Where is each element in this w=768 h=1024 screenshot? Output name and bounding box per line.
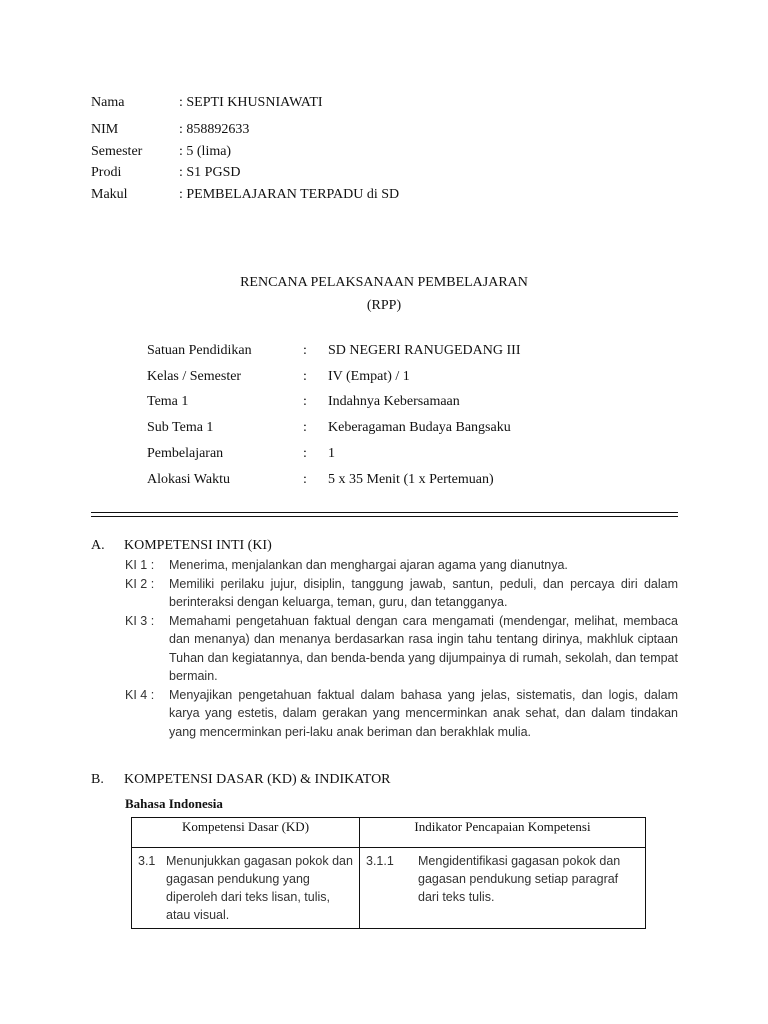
identity-row (147, 415, 520, 441)
identity-colon: : (303, 394, 307, 410)
identity-row (147, 338, 520, 364)
table-header-cell: Indikator Pencapaian Kompetensi (360, 818, 646, 848)
table-header-row (132, 818, 646, 848)
identity-colon: : (303, 420, 307, 436)
identity-label: Kelas / Semester (147, 368, 242, 384)
info-label: Prodi (91, 165, 122, 181)
ki-code: KI 1 : (125, 558, 155, 572)
identity-value: SD NEGERI RANUGEDANG III (328, 342, 521, 358)
section-letter: B. (91, 772, 104, 787)
info-row-nim (91, 120, 399, 142)
info-label: NIM (91, 122, 119, 138)
info-value: : SEPTI KHUSNIAWATI (179, 94, 323, 110)
student-info (91, 92, 399, 206)
info-label: Makul (91, 186, 128, 202)
ki-list (125, 556, 678, 741)
divider-line (91, 512, 678, 513)
identity-value: Keberagaman Budaya Bangsaku (328, 420, 511, 436)
identity-value: Indahnya Kebersamaan (328, 394, 460, 410)
ki-text: Menerima, menjalankan dan menghargai ajaran agama yang dianutnya. (169, 558, 568, 572)
ki-text: Memahami pengetahuan faktual dengan cara mengamati (mendengar, melihat, membaca dan menanya) dan menanya berdasarkan rasa ingin tahu tentang dirinya, makhluk ciptaan Tuhan dan kegiatannya, dan benda-benda yang dijumpainya di rumah, sekolah, dan tempat bermain. (169, 613, 678, 683)
ki-code: KI 2 : (125, 576, 155, 591)
table-header-cell: Kompetensi Dasar (KD) (132, 818, 360, 848)
indicator-cell (360, 848, 646, 929)
kd-text: Menunjukkan gagasan pokok dan gagasan pendukung yang diperoleh dari teks lisan, tulis, atau visual. (166, 854, 353, 922)
info-row-makul (91, 184, 399, 206)
info-label: Semester (91, 143, 143, 159)
divider-line (91, 516, 678, 517)
section-a-heading (91, 538, 272, 554)
identity-row (147, 364, 520, 390)
identity-label: Satuan Pendidikan (147, 342, 252, 358)
ki-code: KI 3 : (125, 613, 155, 628)
indicator-number: 3.1.1 (366, 854, 394, 868)
indicator-text: Mengidentifikasi gagasan pokok dan gagasan pendukung setiap paragraf dari teks tulis. (418, 854, 621, 904)
info-label: Nama (91, 94, 125, 110)
identity-label: Sub Tema 1 (147, 420, 214, 436)
identity-value: 5 x 35 Menit (1 x Pertemuan) (328, 471, 494, 487)
subject-heading: Bahasa Indonesia (125, 796, 223, 811)
section-b-heading (91, 772, 391, 788)
ki-item (125, 556, 678, 575)
info-value: : 5 (lima) (179, 143, 232, 159)
section-title: KOMPETENSI INTI (KI) (124, 538, 272, 553)
ki-item (125, 575, 678, 612)
identity-label: Pembelajaran (147, 446, 224, 462)
identity-label: Alokasi Waktu (147, 471, 230, 487)
document-title: RENCANA PELAKSANAAN PEMBELAJARAN (240, 275, 528, 290)
info-row-prodi (91, 163, 399, 185)
ki-text: Memiliki perilaku jujur, disiplin, tanggung jawab, santun, peduli, dan percaya diri dalam berinteraksi dengan keluarga, teman, guru, dan tetangganya. (169, 576, 678, 609)
info-value: : 858892633 (179, 122, 250, 138)
kd-table (131, 817, 646, 929)
document-subtitle: (RPP) (366, 298, 402, 313)
identity-colon: : (303, 446, 307, 462)
identity-value: IV (Empat) / 1 (328, 368, 410, 384)
identity-colon: : (303, 342, 307, 358)
table-row (132, 848, 646, 929)
identity-label: Tema 1 (147, 394, 189, 410)
identity-value: 1 (328, 446, 335, 462)
identity-row (147, 441, 520, 467)
ki-item (125, 686, 678, 742)
section-letter: A. (91, 538, 105, 553)
section-title: KOMPETENSI DASAR (KD) & INDIKATOR (124, 772, 391, 787)
ki-code: KI 4 : (125, 687, 155, 702)
ki-item (125, 612, 678, 686)
info-value: : PEMBELAJARAN TERPADU di SD (179, 186, 400, 202)
identity-row (147, 390, 520, 416)
ki-text: Menyajikan pengetahuan faktual dalam bahasa yang jelas, sistematis, dan logis, dalam karya yang estetis, dalam gerakan yang mencerminkan anak sehat, dan dalam tindakan yang mencerminkan peri-laku anak beriman dan berakhlak mulia. (169, 687, 678, 739)
info-row-nama (91, 92, 399, 114)
identity-colon: : (303, 471, 307, 487)
identity-table (147, 338, 520, 493)
kd-cell (132, 848, 360, 929)
identity-row (147, 467, 520, 493)
identity-colon: : (303, 368, 307, 384)
info-value: : S1 PGSD (179, 165, 241, 181)
info-row-semester (91, 141, 399, 163)
kd-number: 3.1 (138, 854, 156, 868)
